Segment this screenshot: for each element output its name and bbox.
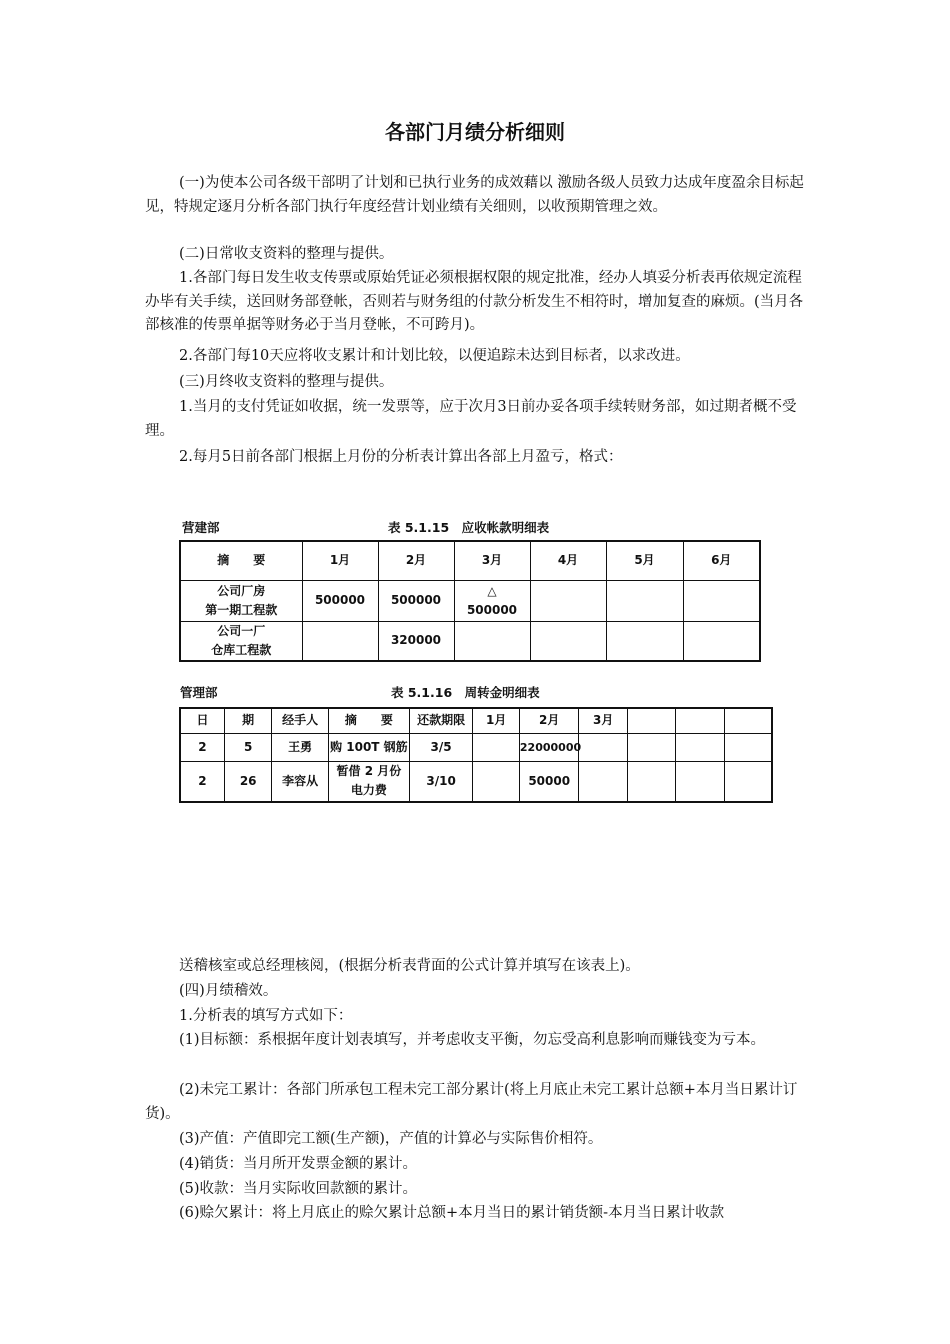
table2-cell-m1 — [473, 761, 519, 802]
table2-cell-blank — [724, 761, 772, 802]
paragraph-section-4: (四)月绩稽效。 — [179, 983, 278, 999]
table2-header-row — [180, 708, 772, 733]
table2-header-handler: 经手人 — [272, 708, 329, 733]
table1-cell-m1 — [302, 621, 378, 661]
paragraph-4-1-4: (4)销货：当月所开发票金额的累计。 — [179, 1156, 418, 1172]
table1-cell-m3 — [454, 580, 530, 621]
table2-cell-m3 — [579, 761, 627, 802]
table1-cell-m2: 320000 — [378, 621, 454, 661]
table-row — [180, 761, 772, 802]
table2-header-day: 日 — [180, 708, 224, 733]
paragraph-4-1-5: (5)收款：当月实际收回款额的累计。 — [179, 1181, 418, 1197]
table2-dept: 管理部 — [180, 685, 218, 700]
table1-item-line2: 第一期工程款 — [205, 602, 278, 617]
paragraph-4-1-6: (6)赊欠累计：将上月底止的赊欠累计总额+本月当日的累计销货额-本月当日累计收款 — [179, 1205, 725, 1221]
table1-header-m4: 4月 — [530, 541, 606, 580]
table2-cell-handler: 王勇 — [272, 733, 329, 761]
table1-cell-item — [180, 621, 302, 661]
table2-header-item: 摘 要 — [328, 708, 409, 733]
table1-caption: 表 5.1.15 应收帐款明细表 — [388, 520, 550, 535]
table2-header-m2: 2月 — [519, 708, 579, 733]
triangle-mark: △ — [487, 583, 497, 598]
table2-cell-item: 购 100T 钢筋 — [328, 733, 409, 761]
table1-cell-m5 — [606, 580, 683, 621]
table-row — [180, 733, 772, 761]
table2-header-blank — [627, 708, 675, 733]
paragraph-section-2: (二)日常收支资料的整理与提供。 — [179, 246, 394, 262]
paragraph-3-1: 1.当月的支付凭证如收据，统一发票等，应于次月3日前办妥各项手续转财务部，如过期者概不受理。 — [145, 399, 797, 439]
table2-cell-blank — [676, 733, 724, 761]
table-row — [180, 621, 760, 661]
table2-caption: 表 5.1.16 周转金明细表 — [391, 685, 540, 700]
table2-cell-due: 3/10 — [409, 761, 473, 802]
table2-header-m1: 1月 — [473, 708, 519, 733]
table1-cell-m6 — [683, 621, 760, 661]
receivables-table — [179, 540, 761, 662]
table2-header-period: 期 — [224, 708, 271, 733]
table2-cell-date: 26 — [224, 761, 271, 802]
table2-header-blank — [676, 708, 724, 733]
paragraph-4-1-2: (2)未完工累计：各部门所承包工程未完工部分累计(将上月底止未完工累计总额+本月当日累计订货)。 — [145, 1082, 798, 1122]
table2-cell-m1 — [473, 733, 519, 761]
paragraph-4-1-3: (3)产值：产值即完工额(生产额)，产值的计算必与实际售价相符。 — [179, 1131, 603, 1147]
table2-cell-due: 3/5 — [409, 733, 473, 761]
table2-cell-day: 2 — [180, 761, 224, 802]
table1-header-row — [180, 541, 760, 580]
table2-item-line1: 暂借 2 月份 — [336, 764, 402, 779]
paragraph-purpose: (一)为使本公司各级干部明了计划和已执行业务的成效藉以 激励各级人员致力达成年度盈余目标起见，特规定逐月分析各部门执行年度经营计划业绩有关细则，以收预期管理之效。 — [145, 175, 804, 215]
table1-header-m2: 2月 — [378, 541, 454, 580]
table1-cell-m4 — [530, 621, 606, 661]
page-title: 各部门月绩分析细则 — [385, 120, 565, 144]
table2-cell-blank — [627, 761, 675, 802]
table-row — [180, 580, 760, 621]
table1-m3-value: 500000 — [466, 602, 518, 617]
table2-cell-m3 — [579, 733, 627, 761]
table2-cell-item — [328, 761, 409, 802]
table2-header-due: 还款期限 — [409, 708, 473, 733]
table2-item-line2: 电力费 — [350, 783, 387, 798]
table2-cell-m2: 50000 — [519, 761, 579, 802]
table2-cell-blank — [627, 733, 675, 761]
paragraph-section-3: (三)月终收支资料的整理与提供。 — [179, 374, 394, 390]
table1-cell-m1: 500000 — [302, 580, 378, 621]
table2-cell-date: 5 — [224, 733, 271, 761]
table2-cell-blank — [724, 733, 772, 761]
table1-cell-m2: 500000 — [378, 580, 454, 621]
table1-cell-m3 — [454, 621, 530, 661]
table1-header-m1: 1月 — [302, 541, 378, 580]
paragraph-2-2: 2.各部门每10天应将收支累计和计划比较，以便追踪未达到目标者，以求改进。 — [179, 348, 690, 364]
table1-header-item: 摘 要 — [180, 541, 302, 580]
paragraph-4-1-1: (1)目标额：系根据年度计划表填写，并考虑收支平衡，勿忘受高利息影响而赚钱变为亏本。 — [179, 1032, 766, 1048]
table1-item-line2: 仓库工程款 — [211, 642, 272, 657]
paragraph-3-2: 2.每月5日前各部门根据上月份的分析表计算出各部上月盈亏，格式： — [179, 449, 623, 465]
table1-header-m5: 5月 — [606, 541, 683, 580]
table1-cell-m4 — [530, 580, 606, 621]
table1-header-m6: 6月 — [683, 541, 760, 580]
table1-header-m3: 3月 — [454, 541, 530, 580]
table2-cell-m2: 22000000 — [519, 733, 579, 761]
table1-cell-m5 — [606, 621, 683, 661]
table2-cell-day: 2 — [180, 733, 224, 761]
table1-dept: 营建部 — [182, 520, 220, 535]
table2-cell-blank — [676, 761, 724, 802]
paragraph-review: 送稽核室或总经理核阅，(根据分析表背面的公式计算并填写在该表上)。 — [179, 958, 640, 974]
paragraph-4-1: 1.分析表的填写方式如下： — [179, 1008, 353, 1024]
table1-cell-item — [180, 580, 302, 621]
table2-header-m3: 3月 — [579, 708, 627, 733]
table1-item-line1: 公司厂房 — [217, 583, 266, 598]
paragraph-2-1: 1.各部门每日发生收支传票或原始凭证必须根据权限的规定批准，经办人填妥分析表再依规定流程办毕有关手续，送回财务部登帐，否则若与财务组的付款分析发生不相符时，增加复查的麻烦。(当月各部核准的传票单据等财务必于当月登帐，不可跨月)。 — [145, 270, 804, 333]
table1-cell-m6 — [683, 580, 760, 621]
table1-item-line1: 公司一厂 — [217, 623, 266, 638]
revolving-fund-table — [179, 707, 773, 803]
table2-cell-handler: 李容从 — [272, 761, 329, 802]
table2-header-blank — [724, 708, 772, 733]
